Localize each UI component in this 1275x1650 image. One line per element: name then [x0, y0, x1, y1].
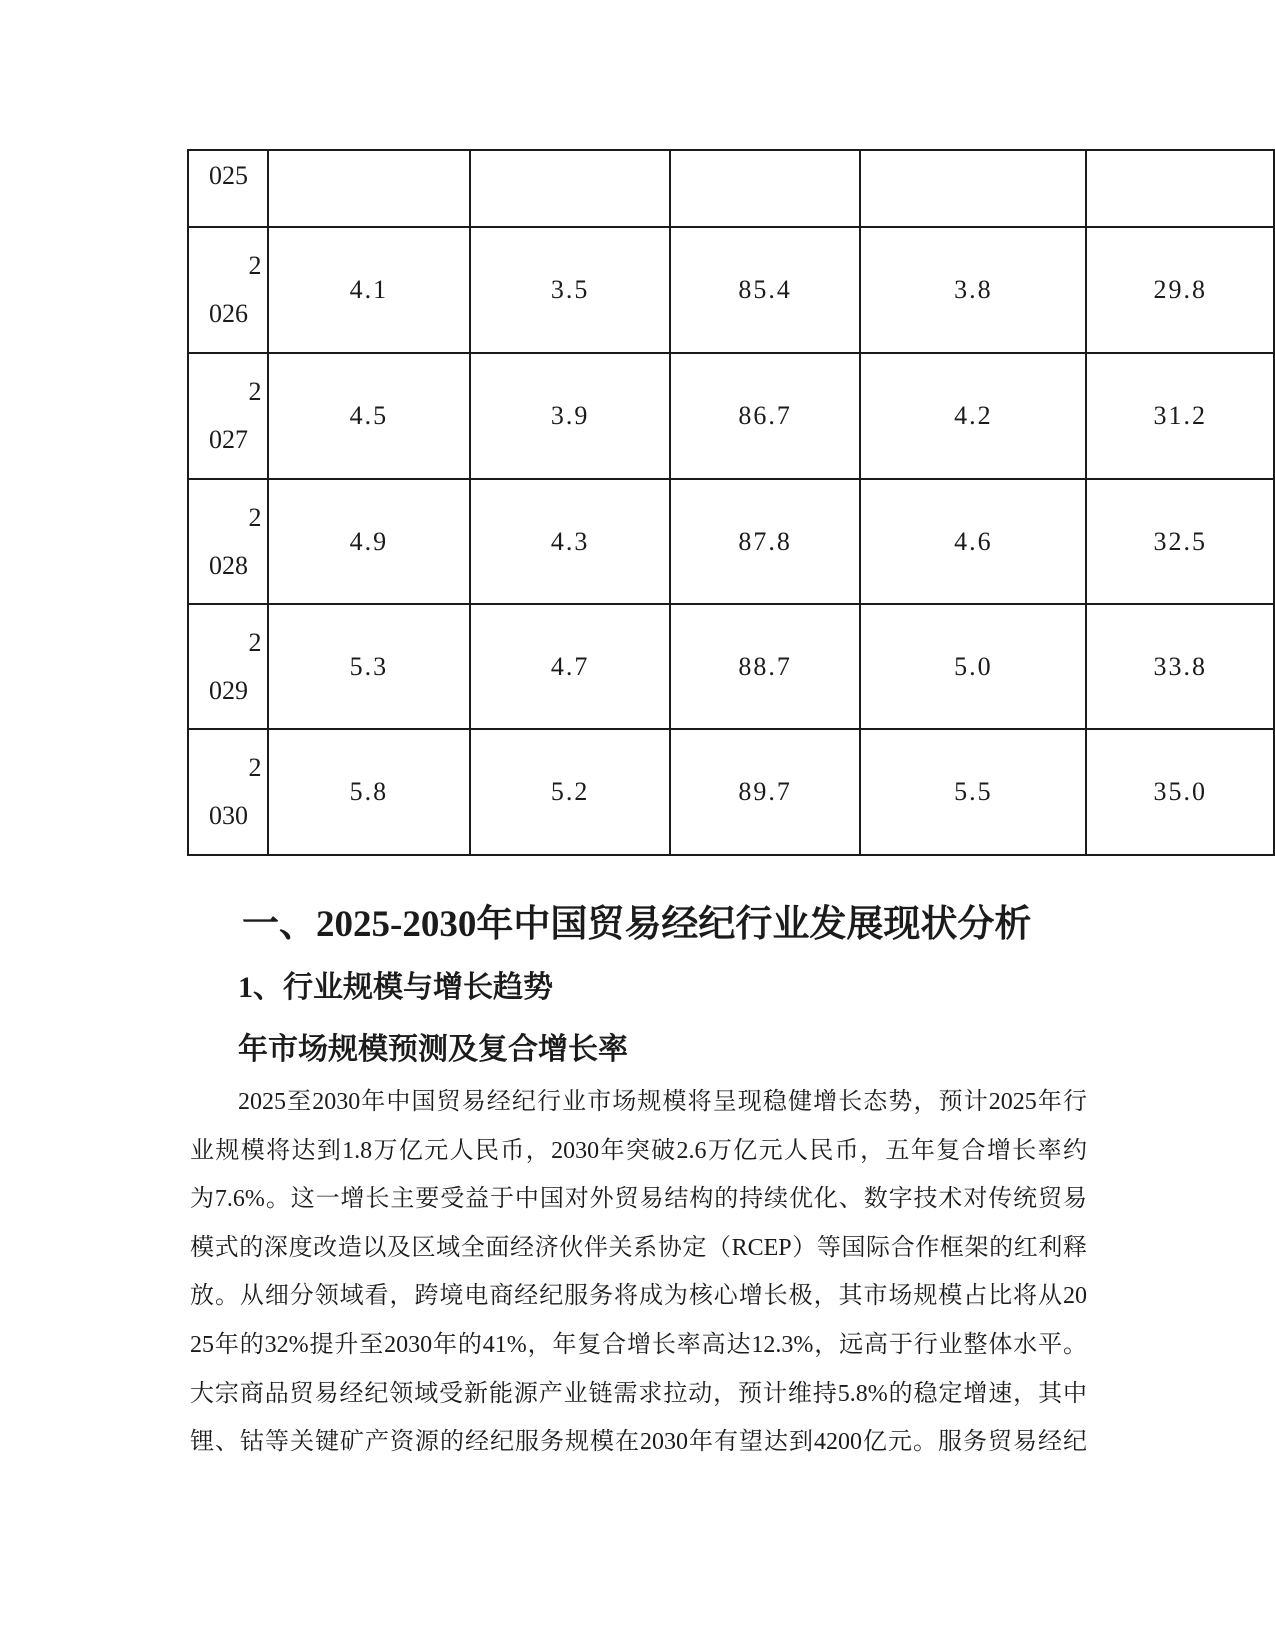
cell-2027-col3: 86.7: [670, 353, 860, 479]
paragraph-line: 锂、钴等关键矿产资源的经纪服务规模在2030年有望达到4200亿元。服务贸易经纪: [190, 1429, 1087, 1456]
cell-2025-col2: [470, 150, 670, 227]
table-row-2028: [188, 479, 1274, 604]
table-row-2026: [188, 227, 1274, 353]
subsection-heading: 1、行业规模与增长趋势: [238, 971, 553, 1004]
cell-2026-col1: 4.1: [268, 227, 471, 353]
paragraph-line: 为7.6%。这一增长主要受益于中国对外贸易结构的持续优化、数字技术对传统贸易: [190, 1186, 1087, 1213]
cell-2026-col2: 3.5: [470, 227, 670, 353]
year-line2: 028: [209, 550, 248, 580]
forecast-table: [187, 149, 1275, 856]
year-fragment: 025: [209, 161, 248, 190]
cell-2026-col5: 29.8: [1086, 227, 1274, 353]
year-cell-2029: [188, 604, 268, 729]
cell-2028-col4: 4.6: [860, 479, 1086, 604]
table-row-2030: [188, 729, 1274, 855]
paragraph-line: 25年的32%提升至2030年的41%，年复合增长率高达12.3%，远高于行业整体水平。: [190, 1331, 1087, 1358]
cell-2028-col1: 4.9: [268, 479, 471, 604]
cell-2029-col3: 88.7: [670, 604, 860, 729]
cell-2028-col2: 4.3: [470, 479, 670, 604]
cell-2025-col1: [268, 150, 471, 227]
year-cell-2026: [188, 227, 268, 353]
table-row-2027: [188, 353, 1274, 479]
market-data-table: [187, 149, 1275, 856]
cell-2027-col1: 4.5: [268, 353, 471, 479]
year-line1: 2: [248, 753, 262, 782]
cell-2030-col5: 35.0: [1086, 729, 1274, 855]
year-cell-2025: [188, 150, 268, 227]
cell-2029-col5: 33.8: [1086, 604, 1274, 729]
year-line1: 2: [248, 251, 262, 280]
section-heading: 一、2025-2030年中国贸易经纪行业发展现状分析: [242, 904, 1032, 945]
year-cell-2027: [188, 353, 268, 479]
paragraph-line: 业规模将达到1.8万亿元人民币，2030年突破2.6万亿元人民币，五年复合增长率约: [190, 1137, 1087, 1164]
cell-2025-col5: [1086, 150, 1274, 227]
cell-2029-col2: 4.7: [470, 604, 670, 729]
year-line2: 030: [209, 801, 248, 830]
subtopic-heading: 年市场规模预测及复合增长率: [238, 1033, 628, 1066]
cell-2027-col4: 4.2: [860, 353, 1086, 479]
cell-2025-col4: [860, 150, 1086, 227]
table-row-2025-partial: [188, 150, 1274, 227]
cell-2029-col1: 5.3: [268, 604, 471, 729]
table-row-2029: [188, 604, 1274, 729]
year-cell-2030: [188, 729, 268, 855]
cell-2029-col4: 5.0: [860, 604, 1086, 729]
cell-2028-col5: 32.5: [1086, 479, 1274, 604]
cell-2030-col1: 5.8: [268, 729, 471, 855]
year-line2: 029: [209, 675, 248, 705]
year-line2: 026: [209, 299, 248, 328]
year-cell-2028: [188, 479, 268, 604]
year-line1: 2: [248, 502, 262, 532]
year-line2: 027: [209, 425, 248, 454]
paragraph-line: 放。从细分领域看，跨境电商经纪服务将成为核心增长极，其市场规模占比将从20: [190, 1283, 1087, 1310]
year-line1: 2: [248, 627, 262, 657]
body-paragraph: [190, 1078, 1087, 1467]
cell-2027-col5: 31.2: [1086, 353, 1274, 479]
cell-2030-col2: 5.2: [470, 729, 670, 855]
cell-2028-col3: 87.8: [670, 479, 860, 604]
cell-2030-col3: 89.7: [670, 729, 860, 855]
paragraph-line: 2025至2030年中国贸易经纪行业市场规模将呈现稳健增长态势，预计2025年行: [238, 1089, 1087, 1115]
cell-2026-col3: 85.4: [670, 227, 860, 353]
paragraph-line: 大宗商品贸易经纪领域受新能源产业链需求拉动，预计维持5.8%的稳定增速，其中: [190, 1380, 1087, 1407]
cell-2025-col3: [670, 150, 860, 227]
cell-2027-col2: 3.9: [470, 353, 670, 479]
year-line1: 2: [248, 377, 262, 406]
paragraph-line: 模式的深度改造以及区域全面经济伙伴关系协定（RCEP）等国际合作框架的红利释: [190, 1234, 1087, 1261]
cell-2030-col4: 5.5: [860, 729, 1086, 855]
cell-2026-col4: 3.8: [860, 227, 1086, 353]
